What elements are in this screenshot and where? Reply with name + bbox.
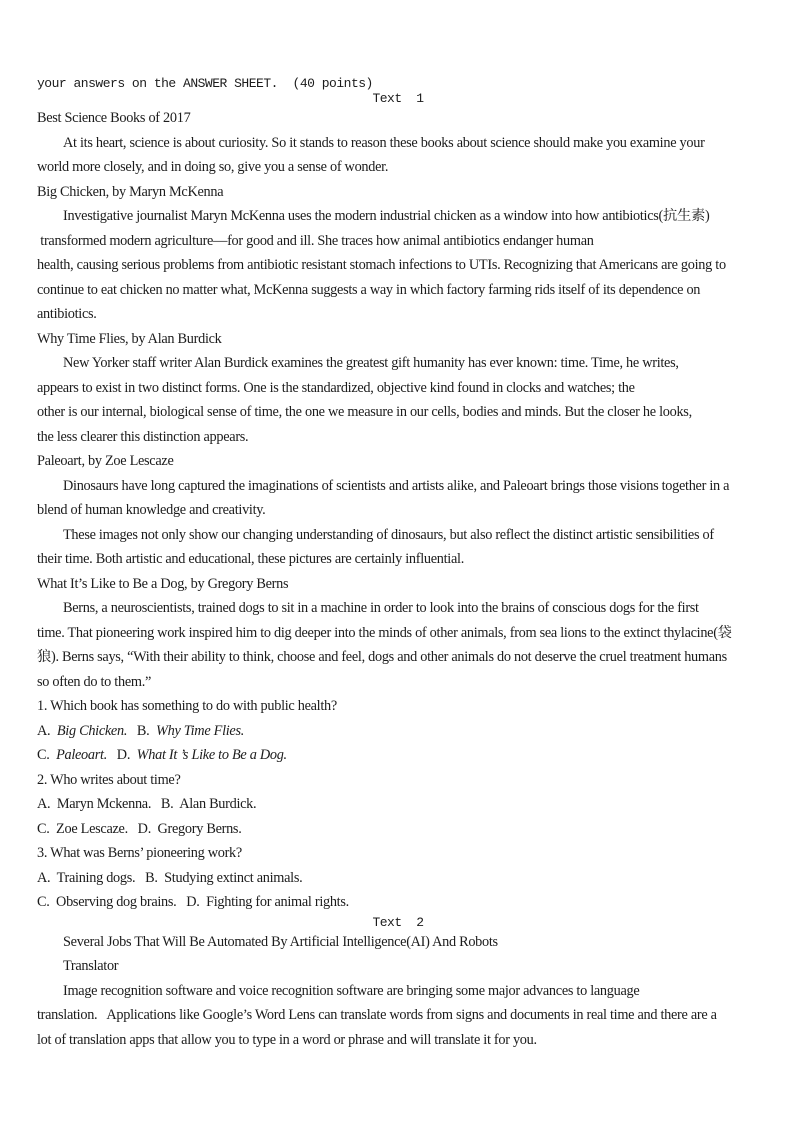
- paragraph-line: continue to eat chicken no matter what, McKenna suggests a way in which factory farming rids itself of its dependence on: [37, 281, 701, 298]
- paragraph-line: lot of translation apps that allow you to type in a word or phrase and will translate it for you.: [37, 1031, 537, 1048]
- paragraph-line: Image recognition software and voice recognition software are bringing some major advances to language: [63, 982, 640, 999]
- text1-heading: Text 1: [372, 91, 424, 106]
- paragraph-line: world more closely, and in doing so, give you a sense of wonder.: [37, 159, 389, 175]
- book-title: What It ’s Like to Be a Dog.: [136, 747, 287, 763]
- paragraph-line: their time. Both artistic and educational, these pictures are certainly influential.: [37, 551, 464, 567]
- paragraph-line: appears to exist in two distinct forms. One is the standardized, objective kind found in clocks and watches; the: [37, 379, 635, 396]
- option-label: A.: [37, 722, 57, 739]
- paragraph-line: health, causing serious problems from antibiotic resistant stomach infections to UTIs. Recognizing that Americans are going to: [37, 257, 726, 273]
- paragraph-line: the less clearer this distinction appears.: [37, 428, 249, 445]
- option-label: D.: [106, 747, 137, 763]
- instruction-line: your answers on the ANSWER SHEET. (40 points): [37, 76, 373, 91]
- paragraph-line: other is our internal, biological sense of time, the one we measure in our cells, bodies and minds. But the closer he looks,: [37, 404, 692, 420]
- question-2: 2. Who writes about time?: [37, 771, 181, 788]
- paragraph-line: Investigative journalist Maryn McKenna uses the modern industrial chicken as a window into how antibiotics(抗生素): [63, 208, 710, 224]
- paragraph-line: Dinosaurs have long captured the imaginations of scientists and artists alike, and Paleoart brings those visions together in a: [63, 477, 730, 494]
- option-label: B.: [127, 722, 156, 739]
- book-heading: Paleoart, by Zoe Lescaze: [37, 453, 174, 469]
- question-3-options-ab: A. Training dogs. B. Studying extinct animals.: [37, 869, 303, 886]
- book-heading: Big Chicken, by Maryn McKenna: [37, 183, 224, 200]
- paragraph-line: time. That pioneering work inspired him to dig deeper into the minds of other animals, from sea lions to the extinct thylacine(袋: [37, 624, 732, 641]
- text2-heading: Text 2: [372, 914, 424, 930]
- paragraph-line: so often do to them.”: [37, 673, 152, 690]
- question-1-options-ab: [37, 719, 759, 744]
- paragraph-line: blend of human knowledge and creativity.: [37, 502, 266, 518]
- section-heading: Translator: [63, 958, 119, 974]
- question-3-options-cd: C. Observing dog brains. D. Fighting for animal rights.: [37, 894, 349, 910]
- paragraph-line: Berns, a neuroscientists, trained dogs to sit in a machine in order to look into the brains of conscious dogs for the first: [63, 600, 699, 616]
- book-heading: What It’s Like to Be a Dog, by Gregory Berns: [37, 575, 289, 592]
- question-1: 1. Which book has something to do with public health?: [37, 698, 337, 714]
- paragraph-line: New Yorker staff writer Alan Burdick examines the greatest gift humanity has ever known: time. Time, he writes,: [63, 355, 679, 371]
- paragraph-line: translation. Applications like Google’s Word Lens can translate words from signs and documents in real time and there are a: [37, 1007, 717, 1023]
- book-title: Paleoart.: [56, 747, 107, 763]
- book-heading: Why Time Flies, by Alan Burdick: [37, 330, 222, 347]
- question-1-options-cd: [37, 743, 759, 768]
- book-title: Big Chicken.: [56, 722, 128, 739]
- paragraph-line: antibiotics.: [37, 306, 97, 322]
- question-2-options-cd: C. Zoe Lescaze. D. Gregory Berns.: [37, 820, 242, 837]
- article-title: Several Jobs That Will Be Automated By Artificial Intelligence(AI) And Robots: [63, 933, 498, 950]
- book-list-title: Best Science Books of 2017: [37, 110, 191, 126]
- book-title: Why Time Flies.: [156, 722, 245, 739]
- paragraph-line: transformed modern agriculture—for good and ill. She traces how animal antibiotics endanger human: [37, 232, 594, 249]
- question-2-options-ab: A. Maryn Mckenna. B. Alan Burdick.: [37, 796, 257, 812]
- option-label: C.: [37, 747, 57, 763]
- paragraph-line: These images not only show our changing understanding of dinosaurs, but also reflect the distinct artistic sensibilities of: [63, 526, 714, 543]
- question-3: 3. What was Berns’ pioneering work?: [37, 845, 242, 861]
- paragraph-line: At its heart, science is about curiosity. So it stands to reason these books about science should make you examine your: [63, 134, 705, 151]
- paragraph-line: 狼). Berns says, “With their ability to think, choose and feel, dogs and other animals do not deserve the cruel treatment humans: [37, 649, 727, 665]
